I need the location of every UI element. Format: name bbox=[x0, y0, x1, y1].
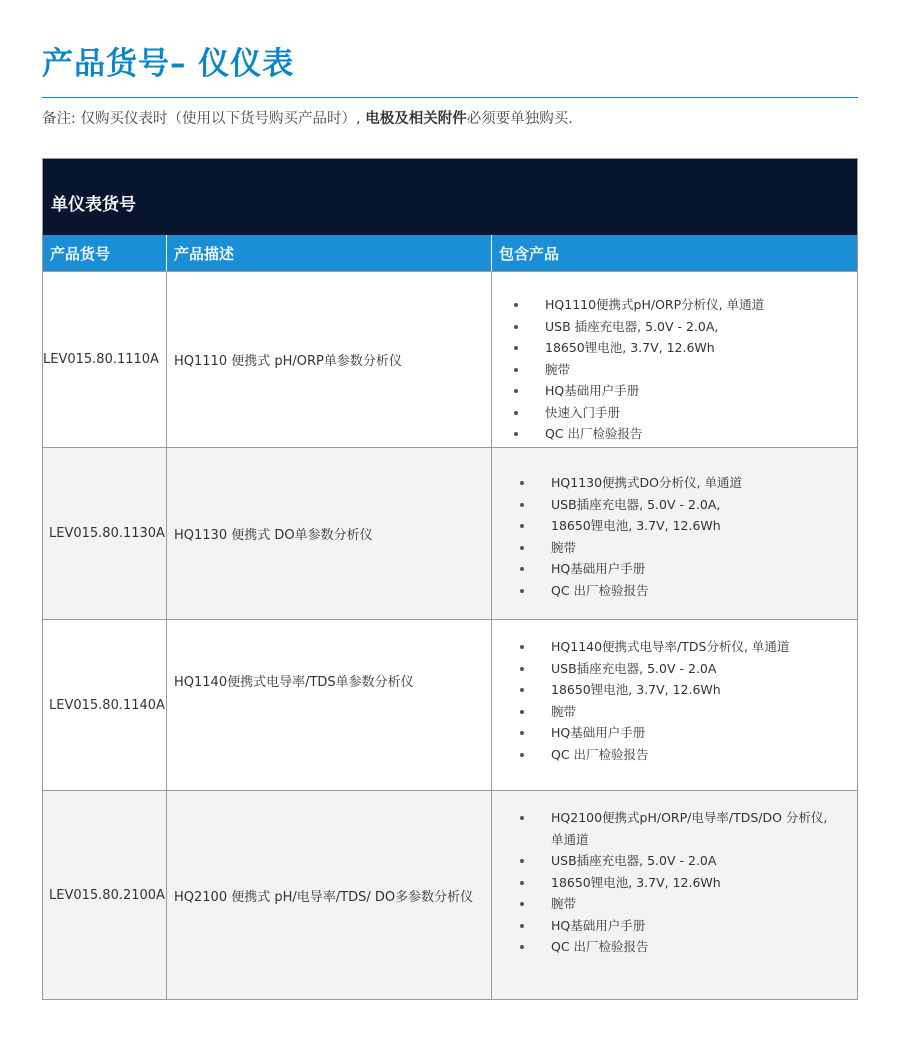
list-item: USB插座充电器, 5.0V - 2.0A bbox=[551, 658, 857, 680]
list-item: QC 出厂检验报告 bbox=[551, 580, 857, 602]
table-row bbox=[43, 447, 857, 619]
note-prefix: 备注: 仅购买仪表时（使用以下货号购买产品时）, bbox=[42, 111, 366, 127]
list-item: 腕带 bbox=[551, 701, 857, 723]
table-title: 单仪表货号 bbox=[43, 159, 857, 235]
table-row bbox=[43, 619, 857, 790]
list-item: HQ基础用户手册 bbox=[551, 915, 843, 937]
list-item: USB 插座充电器, 5.0V - 2.0A, bbox=[545, 316, 857, 338]
header-description: 产品描述 bbox=[167, 235, 492, 271]
note-bold: 电极及相关附件 bbox=[365, 111, 467, 127]
included-items bbox=[492, 272, 857, 447]
included-items bbox=[492, 620, 857, 790]
header-code: 产品货号 bbox=[43, 235, 167, 271]
included-items bbox=[492, 791, 857, 999]
list-item: HQ基础用户手册 bbox=[551, 558, 857, 580]
list-item: QC 出厂检验报告 bbox=[545, 423, 857, 445]
list-item: HQ基础用户手册 bbox=[545, 380, 857, 402]
note-text bbox=[42, 107, 573, 128]
list-item: QC 出厂检验报告 bbox=[551, 936, 843, 958]
table-row bbox=[43, 790, 857, 999]
list-item: 18650锂电池, 3.7V, 12.6Wh bbox=[551, 515, 857, 537]
product-description: HQ2100 便携式 pH/电导率/TDS/ DO多参数分析仪 bbox=[167, 791, 492, 999]
list-item: 腕带 bbox=[545, 359, 857, 381]
product-description: HQ1130 便携式 DO单参数分析仪 bbox=[167, 448, 492, 619]
included-items bbox=[492, 448, 857, 619]
product-description: HQ1110 便携式 pH/ORP单参数分析仪 bbox=[167, 272, 492, 447]
product-code: LEV015.80.1110A bbox=[43, 272, 167, 447]
list-item: USB插座充电器, 5.0V - 2.0A, bbox=[551, 494, 857, 516]
list-item: 18650锂电池, 3.7V, 12.6Wh bbox=[551, 679, 857, 701]
list-item: HQ基础用户手册 bbox=[551, 722, 857, 744]
table-header bbox=[43, 235, 857, 271]
page-title: 产品货号– 仪仪表 bbox=[42, 46, 295, 82]
header-items: 包含产品 bbox=[499, 244, 560, 263]
product-table bbox=[42, 158, 858, 1000]
note-suffix: 必须要单独购买. bbox=[466, 111, 573, 127]
product-code: LEV015.80.1130A bbox=[43, 448, 167, 619]
list-item: 腕带 bbox=[551, 893, 843, 915]
table-row bbox=[43, 271, 857, 447]
list-item: HQ2100便携式pH/ORP/电导率/TDS/DO 分析仪, 单通道 bbox=[551, 807, 843, 850]
list-item: 快速入门手册 bbox=[545, 402, 857, 424]
product-description: HQ1140便携式电导率/TDS单参数分析仪 bbox=[167, 620, 492, 790]
list-item: HQ1110便携式pH/ORP分析仪, 单通道 bbox=[545, 294, 857, 316]
list-item: QC 出厂检验报告 bbox=[551, 744, 857, 766]
product-code: LEV015.80.1140A bbox=[43, 620, 167, 790]
list-item: HQ1130便携式DO分析仪, 单通道 bbox=[551, 472, 857, 494]
list-item: 18650锂电池, 3.7V, 12.6Wh bbox=[545, 337, 857, 359]
list-item: 腕带 bbox=[551, 537, 857, 559]
list-item: HQ1140便携式电导率/TDS分析仪, 单通道 bbox=[551, 636, 857, 658]
product-code: LEV015.80.2100A bbox=[43, 791, 167, 999]
title-divider bbox=[42, 97, 858, 98]
list-item: 18650锂电池, 3.7V, 12.6Wh bbox=[551, 872, 843, 894]
list-item: USB插座充电器, 5.0V - 2.0A bbox=[551, 850, 843, 872]
